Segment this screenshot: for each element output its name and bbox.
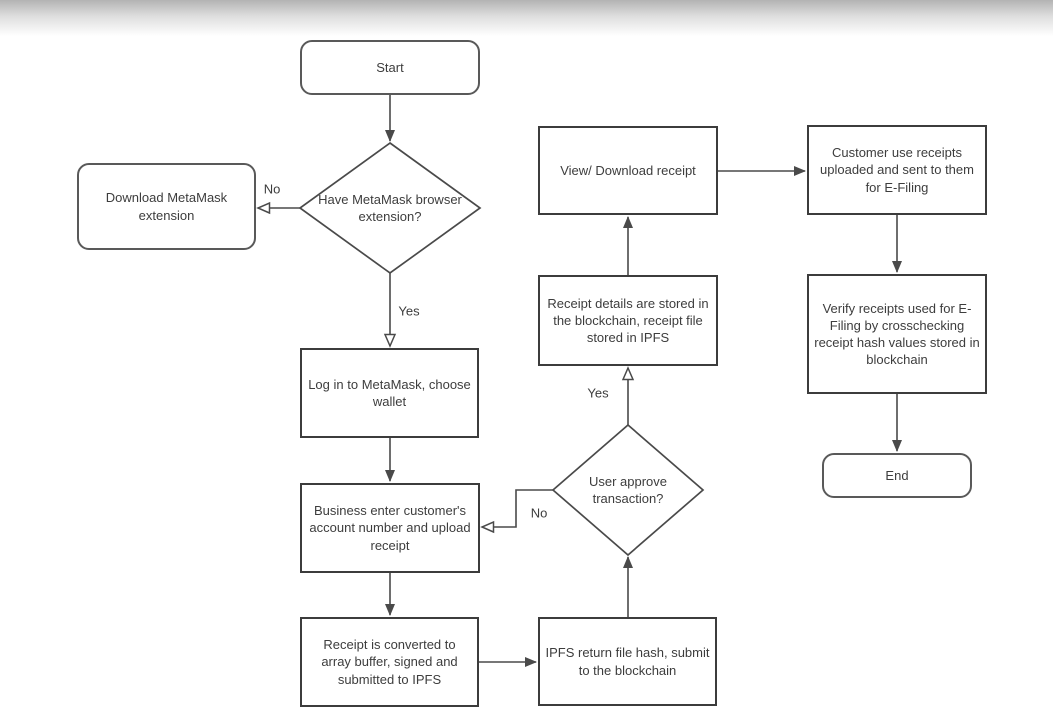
node-label-start: Start bbox=[376, 59, 404, 75]
node-label-login-metamask: Log in to MetaMask, choose wallet bbox=[308, 376, 471, 409]
node-label-receipt-details-stored: Receipt details are stored in the blockchain, receipt file stored in IPFS bbox=[547, 295, 709, 346]
edge-label-user-approve-yes-receipt-details: Yes bbox=[587, 385, 609, 401]
node-label-end: End bbox=[885, 467, 909, 483]
edge-label-user-approve-no-business: No bbox=[530, 505, 548, 521]
node-label-receipt-converted: Receipt is converted to array buffer, signed and submitted to IPFS bbox=[321, 637, 458, 687]
node-label-user-approve-decision: User approve transaction? bbox=[588, 473, 668, 506]
edge-user-approve-no-business bbox=[482, 490, 553, 527]
node-label-have-metamask-decision: Have MetaMask browser extension? bbox=[318, 191, 462, 224]
node-label-view-download-receipt: View/ Download receipt bbox=[560, 162, 696, 178]
node-label-customer-use-receipts: Customer use receipts uploaded and sent to them for E-Filing bbox=[820, 145, 974, 195]
node-shape-user-approve-decision bbox=[553, 425, 703, 555]
node-label-ipfs-return-hash: IPFS return file hash, submit to the blockchain bbox=[545, 645, 710, 678]
node-label-verify-receipts: Verify receipts used for E-Filing by crosschecking receipt hash values stored in blockchain bbox=[814, 300, 980, 368]
edge-label-have-metamask-no-download: No bbox=[263, 181, 281, 197]
node-shape-have-metamask-decision bbox=[300, 143, 480, 273]
node-label-download-metamask: Download MetaMask extension bbox=[105, 190, 228, 223]
node-label-business-enter-account: Business enter customer's account number and upload receipt bbox=[309, 503, 471, 553]
edge-label-have-metamask-yes-login: Yes bbox=[398, 303, 420, 319]
